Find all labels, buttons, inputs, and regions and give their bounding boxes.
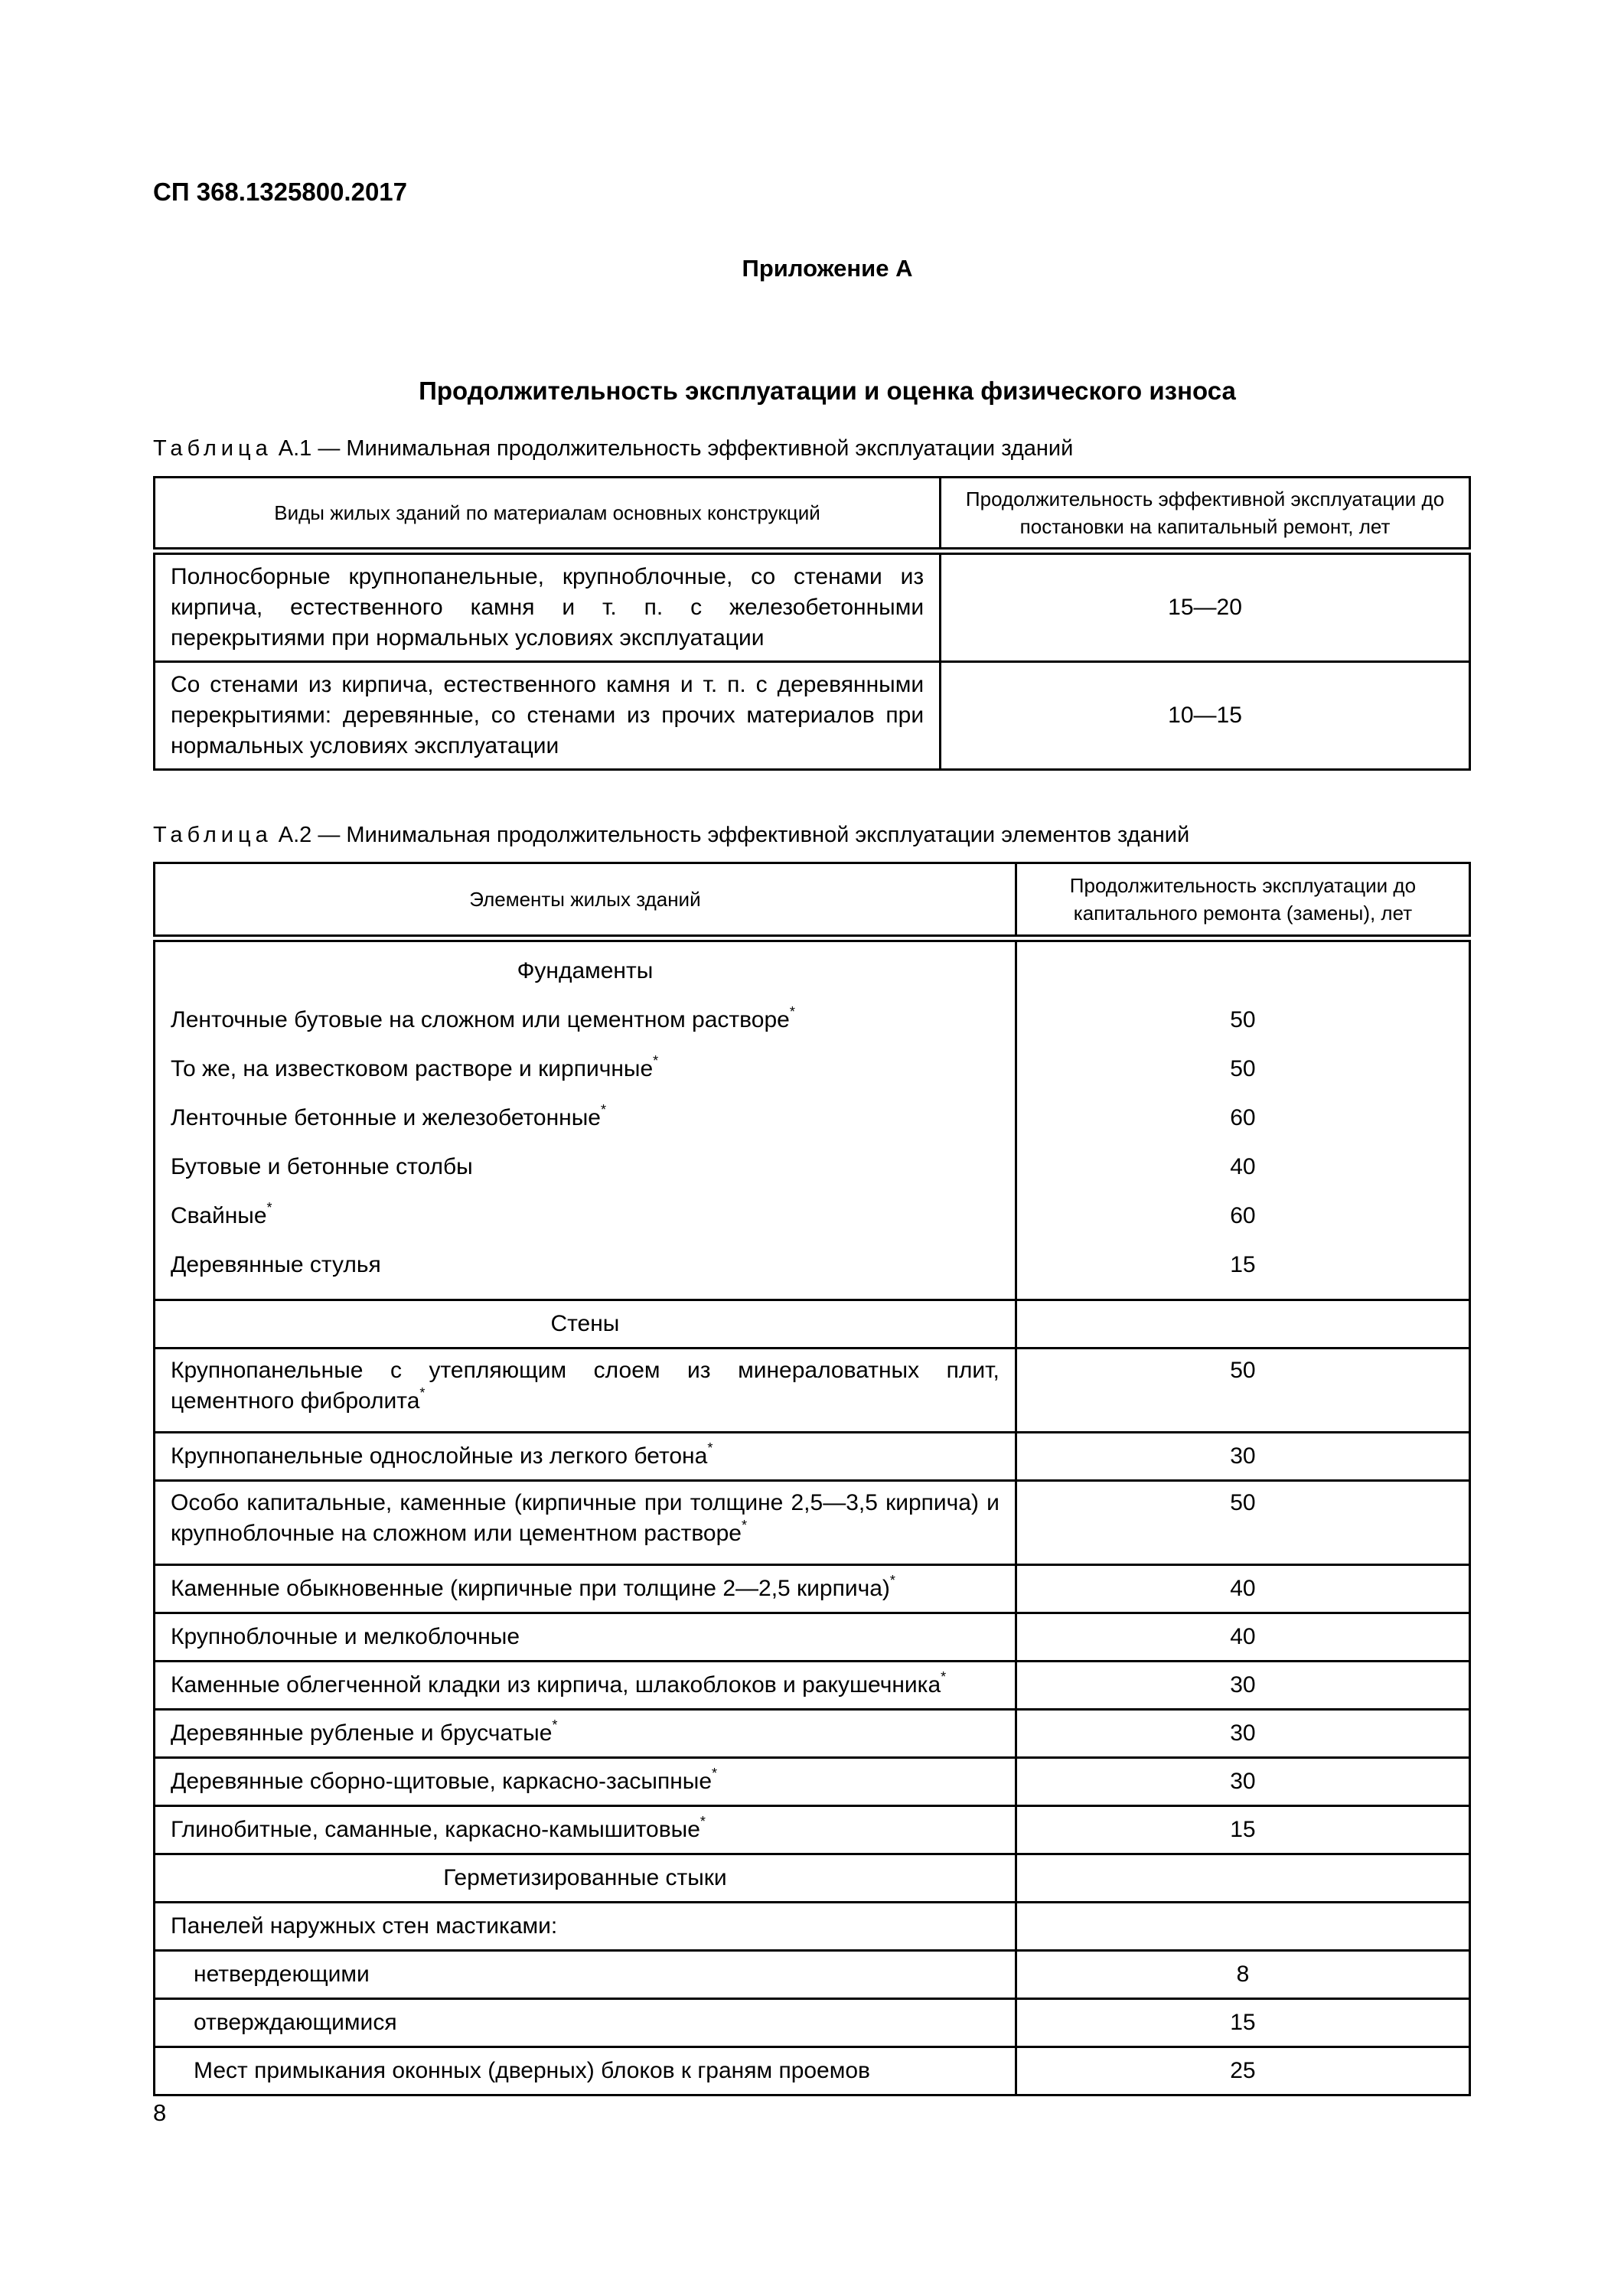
joints-heading-empty bbox=[1016, 1854, 1469, 1903]
table-row bbox=[155, 2047, 1470, 2095]
joints-heading: Герметизированные стыки bbox=[155, 1854, 1016, 1903]
table-a1-header-type: Виды жилых зданий по материалам основных конструкций bbox=[155, 478, 941, 552]
table-a1-row2-type: Со стенами из кирпича, естественного камня и т. п. с деревянными перекрытиями: деревянные, со стенами из прочих материалов при нормальных условиях эксплуатации bbox=[155, 662, 941, 770]
item-years: 15 bbox=[1016, 1806, 1469, 1854]
footnote-marker: * bbox=[889, 1573, 895, 1588]
table-a2-joints-heading-row bbox=[155, 1854, 1470, 1903]
footnote-marker: * bbox=[789, 1004, 795, 1019]
footnote-marker: * bbox=[600, 1102, 606, 1117]
table-a1-header-row bbox=[155, 478, 1470, 552]
list-item bbox=[171, 1192, 1000, 1241]
item-name: Крупнопанельные с утепляющим слоем из минераловатных плит, цементного фибролита* bbox=[155, 1349, 1016, 1433]
table-row bbox=[155, 1662, 1470, 1710]
item-years: 40 bbox=[1230, 1154, 1256, 1179]
list-item bbox=[171, 1094, 1000, 1143]
table-row bbox=[155, 551, 1470, 662]
table-row bbox=[155, 1806, 1470, 1854]
item-name: Глинобитные, саманные, каркасно-камышитовые* bbox=[155, 1806, 1016, 1854]
item-years: 8 bbox=[1016, 1951, 1469, 1999]
item-years: 60 bbox=[1230, 1105, 1256, 1130]
table-a1-row1-type: Полносборные крупнопанельные, крупноблочные, со стенами из кирпича, естественного камня и т. п. с железобетонными перекрытиями при нормальных условиях эксплуатации bbox=[155, 551, 941, 662]
footnote-marker: * bbox=[419, 1385, 426, 1401]
item-years: 15 bbox=[1230, 1252, 1256, 1277]
table-a1-caption bbox=[153, 436, 1073, 461]
table-a1 bbox=[153, 476, 1471, 771]
item-years: 30 bbox=[1016, 1710, 1469, 1758]
item-name: отверждающимися bbox=[155, 1999, 1016, 2047]
footnote-marker: * bbox=[699, 1814, 706, 1829]
table-row bbox=[155, 1481, 1470, 1565]
joints-subheading: Панелей наружных стен мастиками: bbox=[155, 1903, 1016, 1951]
table-row bbox=[155, 1710, 1470, 1758]
foundations-heading: Фундаменты bbox=[517, 958, 654, 983]
appendix-text: Приложение А bbox=[742, 255, 913, 282]
item-years: 50 bbox=[1230, 1007, 1256, 1032]
footnote-marker: * bbox=[266, 1200, 272, 1215]
item-name: Особо капитальные, каменные (кирпичные при толщине 2,5—3,5 кирпича) и крупноблочные на сложном или цементном растворе* bbox=[155, 1481, 1016, 1565]
item-name: Деревянные рубленые и брусчатые* bbox=[155, 1710, 1016, 1758]
item-years: 50 bbox=[1016, 1349, 1469, 1433]
table-row bbox=[155, 1999, 1470, 2047]
item-name: Ленточные бутовые на сложном или цементном растворе bbox=[171, 1007, 790, 1032]
table-row bbox=[155, 662, 1470, 770]
list-item bbox=[171, 996, 1000, 1045]
item-years: 60 bbox=[1230, 1203, 1256, 1228]
appendix-label bbox=[0, 255, 1624, 282]
joints-subheading-empty bbox=[1016, 1903, 1469, 1951]
table-a1-caption-text: А.1 — Минимальная продолжительность эффективной эксплуатации зданий bbox=[272, 436, 1074, 461]
walls-heading-empty bbox=[1016, 1300, 1469, 1349]
item-years: 40 bbox=[1016, 1613, 1469, 1662]
item-name: Мест примыкания оконных (дверных) блоков к граням проемов bbox=[155, 2047, 1016, 2095]
table-a2-caption-text: А.2 — Минимальная продолжительность эффективной эксплуатации элементов зданий bbox=[272, 823, 1190, 847]
footnote-marker: * bbox=[707, 1440, 713, 1456]
table-a2-joints-subheading-row bbox=[155, 1903, 1470, 1951]
table-row bbox=[155, 1349, 1470, 1433]
table-a2-walls-heading-row bbox=[155, 1300, 1470, 1349]
page-number: 8 bbox=[153, 2099, 167, 2126]
list-item bbox=[171, 1045, 1000, 1094]
footnote-marker: * bbox=[712, 1766, 718, 1781]
item-years: 50 bbox=[1230, 1056, 1256, 1081]
table-a1-row1-years: 15—20 bbox=[941, 551, 1470, 662]
item-name: нетвердеющими bbox=[155, 1951, 1016, 1999]
item-name: Каменные облегченной кладки из кирпича, шлакоблоков и ракушечника* bbox=[155, 1662, 1016, 1710]
spacer bbox=[1017, 947, 1469, 996]
table-row bbox=[155, 1613, 1470, 1662]
table-a1-caption-label: Таблица bbox=[153, 436, 272, 461]
walls-heading: Стены bbox=[155, 1300, 1016, 1349]
foundations-names bbox=[155, 938, 1016, 1300]
item-name: Каменные обыкновенные (кирпичные при толщине 2—2,5 кирпича)* bbox=[155, 1565, 1016, 1613]
table-row bbox=[155, 1565, 1470, 1613]
item-name: Бутовые и бетонные столбы bbox=[171, 1154, 473, 1179]
item-years: 30 bbox=[1016, 1662, 1469, 1710]
item-years: 50 bbox=[1016, 1481, 1469, 1565]
section-title: Продолжительность эксплуатации и оценка физического износа bbox=[419, 377, 1236, 405]
table-a2 bbox=[153, 862, 1471, 2096]
table-a2-header-row bbox=[155, 863, 1470, 939]
table-a1-header-years: Продолжительность эффективной эксплуатации до постановки на капитальный ремонт, лет bbox=[941, 478, 1470, 552]
table-row bbox=[155, 1758, 1470, 1806]
table-a2-caption-label: Таблица bbox=[153, 823, 272, 847]
footnote-marker: * bbox=[552, 1717, 558, 1733]
footnote-marker: * bbox=[742, 1518, 748, 1533]
item-name: Свайные bbox=[171, 1203, 267, 1228]
document-code: СП 368.1325800.2017 bbox=[153, 178, 407, 206]
table-a2-caption bbox=[153, 823, 1189, 848]
list-item bbox=[171, 1241, 1000, 1290]
item-name: Крупноблочные и мелкоблочные bbox=[155, 1613, 1016, 1662]
item-years: 25 bbox=[1016, 2047, 1469, 2095]
item-years: 30 bbox=[1016, 1433, 1469, 1481]
item-name: Ленточные бетонные и железобетонные bbox=[171, 1105, 601, 1130]
item-name: То же, на известковом растворе и кирпичные bbox=[171, 1056, 654, 1081]
table-a1-row2-years: 10—15 bbox=[941, 662, 1470, 770]
foundations-values bbox=[1016, 938, 1469, 1300]
table-a2-foundations-group bbox=[155, 938, 1470, 1300]
item-years: 40 bbox=[1016, 1565, 1469, 1613]
item-name: Деревянные сборно-щитовые, каркасно-засыпные* bbox=[155, 1758, 1016, 1806]
list-item bbox=[171, 1143, 1000, 1192]
item-years: 15 bbox=[1016, 1999, 1469, 2047]
item-years: 30 bbox=[1016, 1758, 1469, 1806]
table-a2-header-years: Продолжительность эксплуатации до капитального ремонта (замены), лет bbox=[1016, 863, 1469, 939]
footnote-marker: * bbox=[653, 1053, 659, 1068]
table-row bbox=[155, 1433, 1470, 1481]
footnote-marker: * bbox=[941, 1669, 947, 1684]
item-name: Крупнопанельные однослойные из легкого бетона* bbox=[155, 1433, 1016, 1481]
item-name: Деревянные стулья bbox=[171, 1252, 381, 1277]
table-row bbox=[155, 1951, 1470, 1999]
table-a2-header-element: Элементы жилых зданий bbox=[155, 863, 1016, 939]
